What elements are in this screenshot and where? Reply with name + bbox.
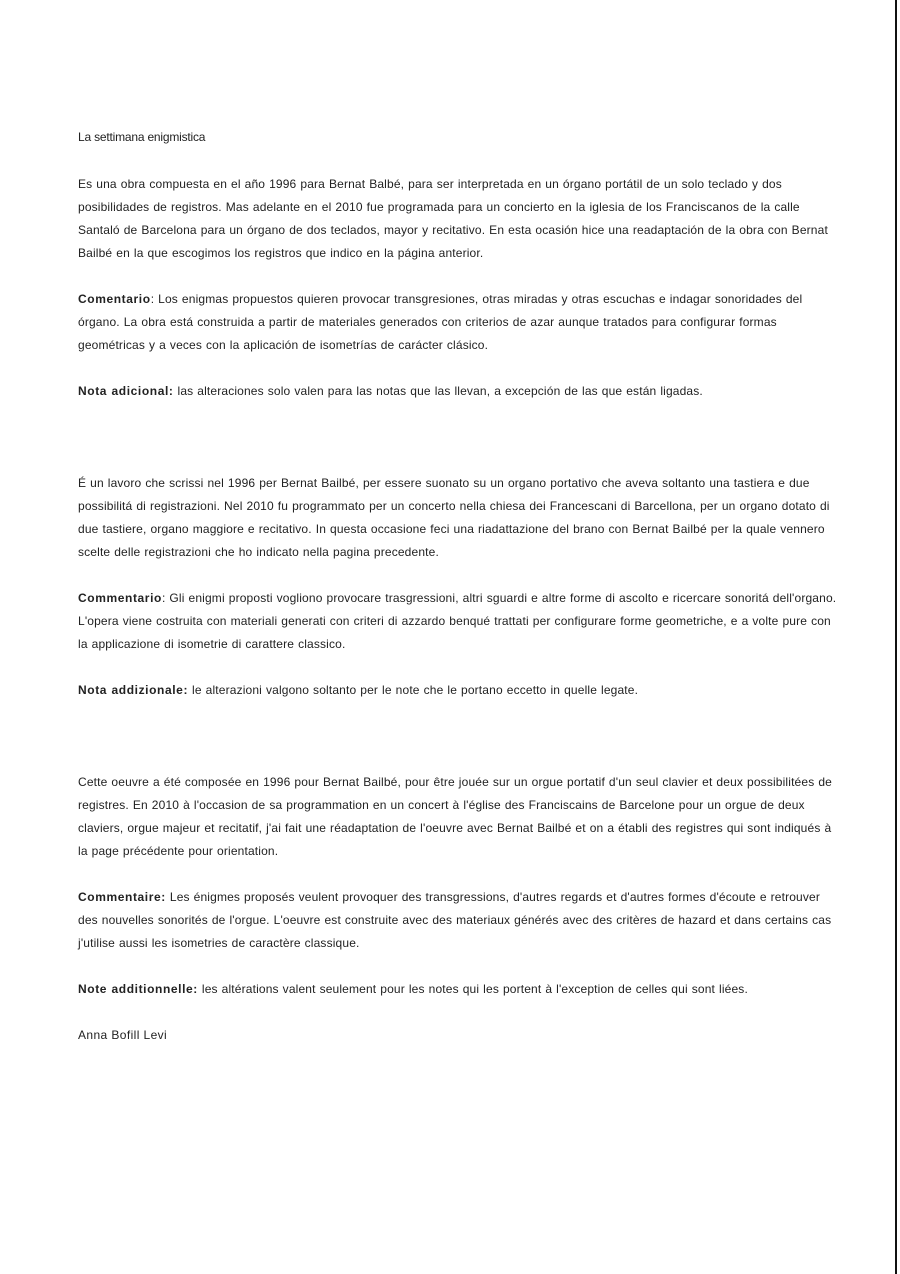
spanish-comment-paragraph (78, 288, 838, 357)
italian-note-paragraph (78, 679, 838, 702)
italian-comment-text: : Gli enigmi proposti vogliono provocare trasgressioni, altri sguardi e altre forme di ascolto e ricercare sonoritá dell'organo. L'opera viene costruita con materiali generati con criteri di azzardo benqué trattati per configurare forme geometriche, e a volte pure con la applicazione di isometrie di carattere classico. (78, 591, 837, 651)
french-comment-paragraph (78, 886, 838, 955)
french-intro-paragraph: Cette oeuvre a été composée en 1996 pour Bernat Bailbé, pour être jouée sur un orgue portatif d'un seul clavier et deux possibilitées de registres. En 2010 à l'occasion de sa programmation en un concert à l'église des Franciscains de Barcelone pour un orgue de deux claviers, orgue majeur et recitatif, j'ai fait une réadaptation de l'oeuvre avec Bernat Bailbé et on a établi des registres qui sont indiqués à la page précédente pour orientation. (78, 775, 832, 858)
document-content (78, 128, 838, 1047)
italian-note-label: Nota addizionale: (78, 683, 189, 697)
spanish-note-paragraph (78, 380, 838, 403)
italian-intro-paragraph: É un lavoro che scrissi nel 1996 per Bernat Bailbé, per essere suonato su un organo portativo che aveva soltanto una tastiera e due possibilitá di registrazioni. Nel 2010 fu programmato per un concerto nella chiesa dei Francescani di Barcellona, per un organo dotato di due tastiere, organo maggiore e recitativo. In questa occasione feci una riadattazione del brano con Bernat Bailbé per la quale vennero scelte delle registrazioni che ho indicato nella pagina precedente. (78, 476, 830, 559)
spanish-comment-text: : Los enigmas propuestos quieren provocar transgresiones, otras miradas y otras escuchas e indagar sonoridades del órgano. La obra está construida a partir de materiales generados con criterios de azar aunque tratados para configurar formas geométricas y a veces con la aplicación de isometrías de carácter clásico. (78, 292, 803, 352)
french-note-paragraph (78, 978, 838, 1001)
spanish-note-label: Nota adicional: (78, 384, 174, 398)
french-note-label: Note additionnelle: (78, 982, 198, 996)
italian-note-text: le alterazioni valgono soltanto per le note che le portano eccetto in quelle legate. (188, 683, 639, 697)
italian-comment-label: Commentario (78, 591, 162, 605)
spanish-note-text: las alteraciones solo valen para las notas que las llevan, a excepción de las que están ligadas. (173, 384, 703, 398)
spanish-intro-paragraph: Es una obra compuesta en el año 1996 para Bernat Balbé, para ser interpretada en un órgano portátil de un solo teclado y dos posibilidades de registros. Mas adelante en el 2010 fue programada para un concierto en la iglesia de los Franciscanos de la calle Santaló de Barcelona para un órgano de dos teclados, mayor y recitativo. En esta ocasión hice una readaptación de la obra con Bernat Bailbé en la que escogimos los registros que indico en la página anterior. (78, 177, 828, 260)
french-comment-text: Les énigmes proposés veulent provoquer des transgressions, d'autres regards et d'autres formes d'écoute e retrouver des nouvelles sonorités de l'orgue. L'oeuvre est construite avec des materiaux générés avec des critères de hazard et dans certains cas j'utilise aussi les isometries de caractère classique. (78, 890, 832, 950)
author-signature: Anna Bofill Levi (78, 1028, 168, 1042)
spanish-comment-label: Comentario (78, 292, 151, 306)
french-note-text: les altérations valent seulement pour les notes qui les portent à l'exception de celles qui sont liées. (197, 982, 748, 996)
italian-comment-paragraph (78, 587, 838, 656)
document-title: La settimana enigmistica (78, 130, 206, 144)
french-comment-label: Commentaire: (78, 890, 166, 904)
